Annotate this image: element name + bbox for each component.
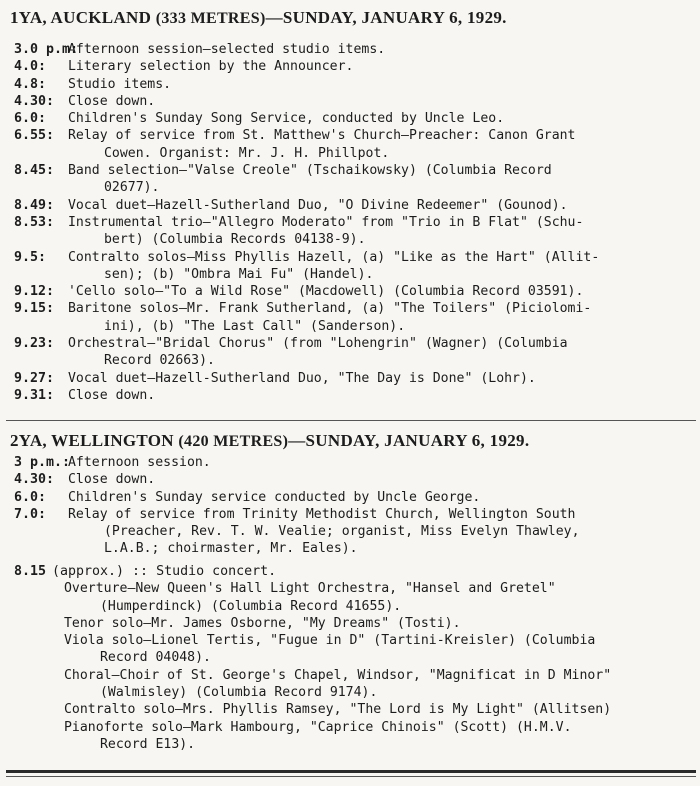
item-text: Tenor solo—Mr. James Osborne, "My Dreams" (Tosti). [64,615,461,631]
studio-concert [0,563,700,753]
item-text: Children's Sunday service conducted by Uncle George. [68,489,481,505]
station-heading-auckland [10,8,690,28]
auckland-schedule [0,41,700,404]
station-wavelength: (420 METRES) [178,433,289,450]
schedule-item [0,41,700,58]
item-time: 3.0 p.m: [14,42,79,57]
item-time: 4.0: [14,59,47,75]
schedule-item [0,300,700,335]
schedule-item [0,214,700,249]
item-text: Vocal duet—Hazell-Sutherland Duo, "O Divine Redeemer" (Gounod). [68,197,568,213]
item-text: Band selection—"Valse Creole" (Tschaikowsky) (Columbia Record [68,163,552,179]
item-text-continued: (Preacher, Rev. T. W. Vealie; organist, Miss Evelyn Thawley, [104,524,580,540]
item-text: Vocal duet—Hazell-Sutherland Duo, "The Day is Done" (Lohr). [68,370,536,386]
broadcast-date: —SUNDAY, JANUARY 6, 1929. [288,431,530,450]
item-time: 9.5: [14,249,47,265]
schedule-item [0,454,700,471]
schedule-item [0,93,700,110]
item-text: Pianoforte solo—Mark Hambourg, "Caprice Chinois" (Scott) (H.M.V. [64,719,572,735]
item-text-continued: Record E13). [100,736,196,752]
item-time: 4.8: [14,76,47,92]
item-text: Close down. [68,93,156,109]
item-text: Overture—New Queen's Hall Light Orchestra, "Hansel and Gretel" [64,581,556,597]
item-time: 8.15 [14,564,47,579]
item-text: Children's Sunday Song Service, conducted by Uncle Leo. [68,111,505,127]
item-text: Contralto solo—Mrs. Phyllis Ramsey, "The Lord is My Light" (Allitsen) [64,702,612,718]
concert-item [0,719,700,754]
station-heading-wellington [10,431,690,451]
item-time: 7.0: [14,506,47,522]
item-text: Instrumental trio—"Allegro Moderato" from "Trio in B Flat" (Schu- [68,214,584,230]
item-text: Afternoon session—selected studio items. [68,42,386,57]
station-name: 2YA, WELLINGTON [10,431,174,450]
section-divider [6,420,696,421]
item-text-continued: Record 02663). [104,353,215,369]
concert-item [0,580,700,615]
item-text-continued: (Humperdinck) (Columbia Record 41655). [100,598,402,614]
item-time: 4.30: [14,93,55,109]
schedule-item [0,335,700,370]
schedule-item [0,489,700,506]
schedule-item [0,197,700,214]
concert-item [0,632,700,667]
item-text-continued: Cowen. Organist: Mr. J. H. Phillpot. [104,145,390,161]
item-time: 9.23: [14,336,55,352]
station-wavelength: (333 METRES) [155,10,266,27]
item-text: Viola solo—Lionel Tertis, "Fugue in D" (Tartini-Kreisler) (Columbia [64,633,596,649]
item-text: Baritone solos—Mr. Frank Sutherland, (a) "The Toilers" (Piciolomi- [68,301,592,317]
concert-label: (approx.) :: Studio concert. [52,564,277,579]
item-time: 8.53: [14,214,55,230]
item-text: Choral—Choir of St. George's Chapel, Windsor, "Magnificat in D Minor" [64,667,612,683]
schedule-item [0,127,700,162]
schedule-item [0,387,700,404]
schedule-item [0,110,700,127]
item-text: Relay of service from Trinity Methodist Church, Wellington South [68,506,576,522]
station-name: 1YA, AUCKLAND [10,8,152,27]
schedule-item [0,471,700,488]
schedule-item [0,370,700,387]
schedule-item [0,506,700,558]
concert-item [0,667,700,702]
concert-header [0,563,700,580]
concert-item [0,615,700,632]
item-time: 6.0: [14,489,47,505]
item-time: 9.31: [14,387,55,403]
item-time: 8.49: [14,197,55,213]
item-time: 6.55: [14,128,55,144]
item-time: 8.45: [14,163,55,179]
item-text-continued: Record 04048). [100,650,211,666]
item-time: 3 p.m.: [14,455,71,470]
item-text-continued: ini), (b) "The Last Call" (Sanderson). [104,318,406,334]
item-text: Close down. [68,472,156,488]
schedule-item [0,283,700,300]
schedule-item [0,249,700,284]
item-text: Relay of service from St. Matthew's Church—Preacher: Canon Grant [68,128,576,144]
schedule-item [0,76,700,93]
item-text: 'Cello solo—"To a Wild Rose" (Macdowell) (Columbia Record 03591). [68,284,584,300]
item-text-continued: L.A.B.; choirmaster, Mr. Eales). [104,541,358,557]
item-text-continued: 02677). [104,180,160,196]
item-time: 9.12: [14,284,55,300]
item-text: Orchestral—"Bridal Chorus" (from "Lohengrin" (Wagner) (Columbia [68,336,568,352]
bottom-rule-thin [6,776,696,777]
item-time: 9.27: [14,370,55,386]
schedule-item [0,162,700,197]
item-text-continued: bert) (Columbia Records 04138-9). [104,232,366,248]
item-text: Contralto solos—Miss Phyllis Hazell, (a) "Like as the Hart" (Allit- [68,249,600,265]
bottom-rule [6,770,696,773]
item-text-continued: (Walmisley) (Columbia Record 9174). [100,685,378,701]
item-text: Studio items. [68,76,172,92]
item-text-continued: sen); (b) "Ombra Mai Fu" (Handel). [104,266,374,282]
item-text: Close down. [68,387,156,403]
concert-item [0,701,700,718]
wellington-schedule [0,454,700,558]
item-time: 4.30: [14,472,55,488]
schedule-item [0,58,700,75]
item-time: 9.15: [14,301,55,317]
item-text: Afternoon session. [68,455,211,470]
item-time: 6.0: [14,111,47,127]
item-text: Literary selection by the Announcer. [68,59,354,75]
broadcast-date: —SUNDAY, JANUARY 6, 1929. [265,8,507,27]
